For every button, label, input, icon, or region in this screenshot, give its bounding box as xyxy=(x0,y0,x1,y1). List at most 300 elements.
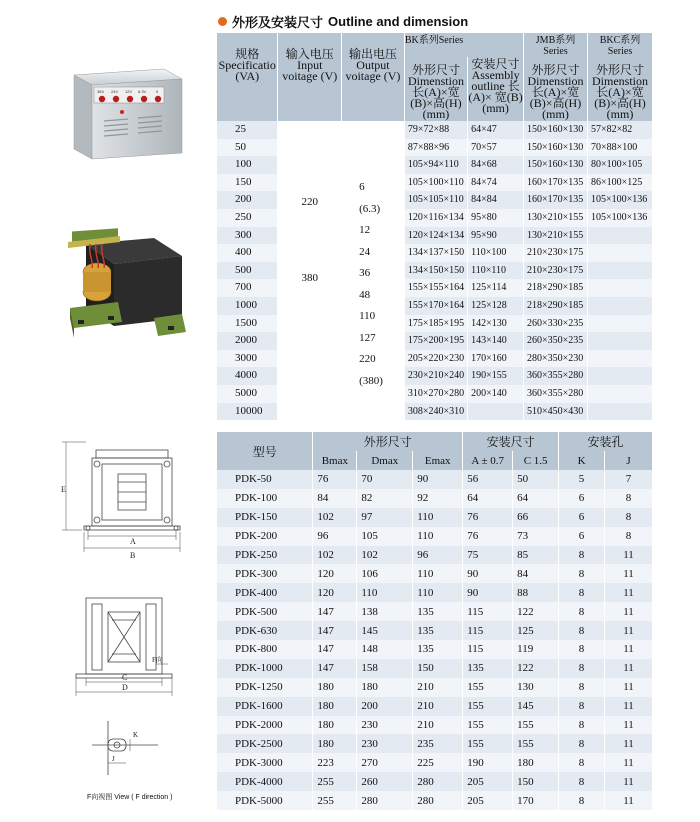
table-row xyxy=(217,602,653,621)
bmax-cell: 147 xyxy=(313,659,357,678)
c-cell: 155 xyxy=(513,734,559,753)
col-header-a: A ± 0.7 xyxy=(463,451,513,470)
bkc-dimension-cell: 86×100×125 xyxy=(588,174,653,192)
dim-label-f: F向 xyxy=(152,656,163,664)
bmax-cell: 180 xyxy=(313,734,357,753)
j-cell: 8 xyxy=(605,527,653,546)
model-cell: PDK-630 xyxy=(217,621,313,640)
k-cell: 8 xyxy=(559,678,605,697)
bkc-dimension-cell xyxy=(588,297,653,315)
dmax-cell: 102 xyxy=(357,546,413,565)
col-header-install: 安装尺寸 xyxy=(463,432,559,451)
spec-cell: 3000 xyxy=(217,350,278,368)
emax-cell: 110 xyxy=(413,508,463,527)
bk-dimension-cell: 134×150×150 xyxy=(404,262,467,280)
bkc-dimension-cell xyxy=(588,315,653,333)
spec-cell: 500 xyxy=(217,262,278,280)
dmax-cell: 230 xyxy=(357,716,413,735)
col-header-output: 输出电压 Output voitage (V) xyxy=(342,33,405,121)
a-cell: 155 xyxy=(463,697,513,716)
bmax-cell: 147 xyxy=(313,621,357,640)
table-row xyxy=(217,697,653,716)
c-cell: 85 xyxy=(513,546,559,565)
bkc-dimension-cell xyxy=(588,367,653,385)
table-row xyxy=(217,791,653,810)
bkc-dimension-cell: 105×100×136 xyxy=(588,191,653,209)
dmax-cell: 70 xyxy=(357,470,413,489)
emax-cell: 90 xyxy=(413,470,463,489)
emax-cell: 225 xyxy=(413,753,463,772)
open-transformer-image xyxy=(64,222,192,352)
terminal-label: 6.3V xyxy=(138,89,147,94)
table-row xyxy=(217,489,653,508)
bk-assembly-cell: 84×84 xyxy=(468,191,524,209)
dmax-cell: 106 xyxy=(357,564,413,583)
col-header-jmb-series: JMB系列Series xyxy=(524,33,588,57)
col-header-j: J xyxy=(605,451,653,470)
model-cell: PDK-4000 xyxy=(217,772,313,791)
k-cell: 5 xyxy=(559,470,605,489)
c-cell: 84 xyxy=(513,564,559,583)
dmax-cell: 180 xyxy=(357,678,413,697)
c-cell: 170 xyxy=(513,791,559,810)
bk-dimension-cell: 105×105×110 xyxy=(404,191,467,209)
section-title xyxy=(218,12,468,31)
bkc-dimension-cell xyxy=(588,262,653,280)
bmax-cell: 76 xyxy=(313,470,357,489)
a-cell: 155 xyxy=(463,678,513,697)
j-cell: 11 xyxy=(605,772,653,791)
bmax-cell: 120 xyxy=(313,564,357,583)
jmb-dimension-cell: 150×160×130 xyxy=(524,156,588,174)
a-cell: 155 xyxy=(463,716,513,735)
col-header-k: K xyxy=(559,451,605,470)
j-cell: 8 xyxy=(605,489,653,508)
table-row xyxy=(217,734,653,753)
a-cell: 205 xyxy=(463,791,513,810)
bk-assembly-cell: 64×47 xyxy=(468,121,524,139)
k-cell: 8 xyxy=(559,621,605,640)
model-cell: PDK-1250 xyxy=(217,678,313,697)
j-cell: 11 xyxy=(605,716,653,735)
c-cell: 125 xyxy=(513,621,559,640)
j-cell: 11 xyxy=(605,564,653,583)
bk-dimension-cell: 175×185×195 xyxy=(404,315,467,333)
bmax-cell: 180 xyxy=(313,697,357,716)
a-cell: 190 xyxy=(463,753,513,772)
emax-cell: 210 xyxy=(413,716,463,735)
bmax-cell: 180 xyxy=(313,678,357,697)
dmax-cell: 110 xyxy=(357,583,413,602)
emax-cell: 110 xyxy=(413,583,463,602)
bmax-cell: 255 xyxy=(313,772,357,791)
a-cell: 90 xyxy=(463,564,513,583)
k-cell: 8 xyxy=(559,734,605,753)
dmax-cell: 280 xyxy=(357,791,413,810)
table-row xyxy=(217,640,653,659)
table-row xyxy=(217,716,653,735)
table-row xyxy=(217,621,653,640)
emax-cell: 135 xyxy=(413,621,463,640)
jmb-dimension-cell: 210×230×175 xyxy=(524,262,588,280)
a-cell: 76 xyxy=(463,527,513,546)
c-cell: 150 xyxy=(513,772,559,791)
bk-assembly-cell: 110×110 xyxy=(468,262,524,280)
output-voltage-value: (380) xyxy=(359,374,383,387)
c-cell: 122 xyxy=(513,659,559,678)
model-cell: PDK-2000 xyxy=(217,716,313,735)
bk-assembly-cell: 200×140 xyxy=(468,385,524,403)
table-row xyxy=(217,564,653,583)
jmb-dimension-cell: 510×450×430 xyxy=(524,403,588,421)
model-cell: PDK-1000 xyxy=(217,659,313,678)
bk-assembly-cell: 84×74 xyxy=(468,174,524,192)
c-cell: 155 xyxy=(513,716,559,735)
bullet-icon xyxy=(218,17,227,26)
j-cell: 11 xyxy=(605,640,653,659)
title-cn: 外形及安装尺寸 xyxy=(232,15,324,30)
col-header-bmax: Bmax xyxy=(313,451,357,470)
k-cell: 6 xyxy=(559,508,605,527)
k-cell: 8 xyxy=(559,791,605,810)
j-cell: 8 xyxy=(605,508,653,527)
model-cell: PDK-500 xyxy=(217,602,313,621)
a-cell: 135 xyxy=(463,659,513,678)
bmax-cell: 147 xyxy=(313,602,357,621)
bkc-dimension-cell xyxy=(588,350,653,368)
a-cell: 75 xyxy=(463,546,513,565)
bk-series-table xyxy=(217,33,653,420)
drawing-caption: F向视图 View ( F direction ) xyxy=(87,794,173,801)
pdk-series-table xyxy=(217,432,653,810)
c-cell: 119 xyxy=(513,640,559,659)
bkc-dimension-cell xyxy=(588,279,653,297)
c-cell: 88 xyxy=(513,583,559,602)
output-voltage-value: 12 xyxy=(359,224,371,236)
title-en: Outline and dimension xyxy=(328,14,469,29)
c-cell: 66 xyxy=(513,508,559,527)
a-cell: 205 xyxy=(463,772,513,791)
j-cell: 11 xyxy=(605,583,653,602)
jmb-dimension-cell: 210×230×175 xyxy=(524,244,588,262)
jmb-dimension-cell: 360×355×280 xyxy=(524,385,588,403)
bmax-cell: 223 xyxy=(313,753,357,772)
c-cell: 145 xyxy=(513,697,559,716)
dmax-cell: 82 xyxy=(357,489,413,508)
spec-cell: 400 xyxy=(217,244,278,262)
jmb-dimension-cell: 130×210×155 xyxy=(524,209,588,227)
dim-label-b: B xyxy=(130,551,136,560)
j-cell: 11 xyxy=(605,546,653,565)
bkc-dimension-cell: 57×82×82 xyxy=(588,121,653,139)
output-voltage-value: 110 xyxy=(359,310,376,322)
k-cell: 8 xyxy=(559,772,605,791)
input-voltage-cell xyxy=(278,121,342,420)
spec-cell: 700 xyxy=(217,279,278,297)
c-cell: 122 xyxy=(513,602,559,621)
bk-assembly-cell: 95×90 xyxy=(468,227,524,245)
side-view-drawing xyxy=(72,590,192,700)
col-header-bk-assembly: 安装尺寸 Assembly outline 长(A)× 宽(B) (mm) xyxy=(468,57,524,121)
bmax-cell: 255 xyxy=(313,791,357,810)
dim-label-a: A xyxy=(130,537,136,546)
model-cell: PDK-100 xyxy=(217,489,313,508)
dim-label-d: D xyxy=(122,683,128,692)
j-cell: 11 xyxy=(605,621,653,640)
bk-dimension-cell: 230×210×240 xyxy=(404,367,467,385)
a-cell: 56 xyxy=(463,470,513,489)
model-cell: PDK-50 xyxy=(217,470,313,489)
table-row xyxy=(217,678,653,697)
spec-cell: 250 xyxy=(217,209,278,227)
terminal-label: 24V xyxy=(111,89,119,94)
k-cell: 8 xyxy=(559,546,605,565)
terminal-label: 0 xyxy=(156,89,159,94)
dmax-cell: 260 xyxy=(357,772,413,791)
a-cell: 76 xyxy=(463,508,513,527)
bk-assembly-cell: 125×128 xyxy=(468,297,524,315)
k-cell: 8 xyxy=(559,640,605,659)
terminal-block xyxy=(94,87,164,103)
bk-assembly-cell: 143×140 xyxy=(468,332,524,350)
model-cell: PDK-200 xyxy=(217,527,313,546)
a-cell: 115 xyxy=(463,602,513,621)
j-cell: 11 xyxy=(605,678,653,697)
spec-cell: 25 xyxy=(217,121,278,139)
col-header-c: C 1.5 xyxy=(513,451,559,470)
table-row xyxy=(217,772,653,791)
emax-cell: 150 xyxy=(413,659,463,678)
dmax-cell: 97 xyxy=(357,508,413,527)
bk-dimension-cell: 205×220×230 xyxy=(404,350,467,368)
bk-assembly-cell: 70×57 xyxy=(468,139,524,157)
spec-cell: 200 xyxy=(217,191,278,209)
model-cell: PDK-300 xyxy=(217,564,313,583)
jmb-dimension-cell: 130×210×155 xyxy=(524,227,588,245)
emax-cell: 96 xyxy=(413,546,463,565)
emax-cell: 110 xyxy=(413,564,463,583)
model-cell: PDK-1600 xyxy=(217,697,313,716)
model-cell: PDK-150 xyxy=(217,508,313,527)
j-cell: 11 xyxy=(605,659,653,678)
a-cell: 64 xyxy=(463,489,513,508)
col-header-outline: 外形尺寸 xyxy=(313,432,463,451)
dmax-cell: 200 xyxy=(357,697,413,716)
k-cell: 6 xyxy=(559,489,605,508)
col-header-spec: 规格 Specificatio (VA) xyxy=(217,33,278,121)
col-header-input: 输入电压 Input voitage (V) xyxy=(278,33,342,121)
model-cell: PDK-2500 xyxy=(217,734,313,753)
bk-dimension-cell: 308×240×310 xyxy=(404,403,467,421)
bk-assembly-cell: 110×100 xyxy=(468,244,524,262)
k-cell: 8 xyxy=(559,716,605,735)
bmax-cell: 120 xyxy=(313,583,357,602)
a-cell: 115 xyxy=(463,640,513,659)
spec-cell: 10000 xyxy=(217,403,278,421)
output-voltage-value: 6 xyxy=(359,181,365,193)
output-voltage-cell xyxy=(342,121,405,420)
col-header-bkc-series: BKC系列Series xyxy=(588,33,653,57)
spec-cell: 4000 xyxy=(217,367,278,385)
bk-assembly-cell: 190×155 xyxy=(468,367,524,385)
col-header-holes: 安装孔 xyxy=(559,432,653,451)
emax-cell: 135 xyxy=(413,640,463,659)
j-cell: 11 xyxy=(605,734,653,753)
hole-detail-drawing xyxy=(88,715,168,779)
j-cell: 11 xyxy=(605,602,653,621)
bk-dimension-cell: 310×270×280 xyxy=(404,385,467,403)
dmax-cell: 230 xyxy=(357,734,413,753)
table-row xyxy=(217,470,653,489)
emax-cell: 280 xyxy=(413,772,463,791)
bk-assembly-cell: 95×80 xyxy=(468,209,524,227)
col-header-bk-dimension: 外形尺寸 Dimenstion 长(A)×宽 (B)×高(H) (mm) xyxy=(404,57,467,121)
table-row xyxy=(217,527,653,546)
spec-cell: 300 xyxy=(217,227,278,245)
output-voltage-value: 127 xyxy=(359,331,376,344)
spec-cell: 50 xyxy=(217,139,278,157)
bk-assembly-cell: 170×160 xyxy=(468,350,524,368)
bk-dimension-cell: 87×88×96 xyxy=(404,139,467,157)
dmax-cell: 105 xyxy=(357,527,413,546)
emax-cell: 280 xyxy=(413,791,463,810)
bkc-dimension-cell xyxy=(588,332,653,350)
jmb-dimension-cell: 218×290×185 xyxy=(524,279,588,297)
emax-cell: 235 xyxy=(413,734,463,753)
k-cell: 8 xyxy=(559,697,605,716)
bmax-cell: 147 xyxy=(313,640,357,659)
bk-dimension-cell: 134×137×150 xyxy=(404,244,467,262)
col-header-bk-series: BK系列Series xyxy=(404,33,523,57)
bk-dimension-cell: 175×200×195 xyxy=(404,332,467,350)
terminal-label: 36V xyxy=(97,89,105,94)
dmax-cell: 148 xyxy=(357,640,413,659)
c-cell: 64 xyxy=(513,489,559,508)
dim-label-c: C xyxy=(122,673,128,682)
j-cell: 7 xyxy=(605,470,653,489)
jmb-dimension-cell: 280×350×230 xyxy=(524,350,588,368)
bkc-dimension-cell xyxy=(588,403,653,421)
bkc-dimension-cell: 105×100×136 xyxy=(588,209,653,227)
j-cell: 11 xyxy=(605,697,653,716)
table-row xyxy=(217,583,653,602)
emax-cell: 135 xyxy=(413,602,463,621)
col-header-bkc-dimension: 外形尺寸 Dimenstion 长(A)×宽 (B)×高(H) (mm) xyxy=(588,57,653,121)
bkc-dimension-cell: 80×100×105 xyxy=(588,156,653,174)
model-cell: PDK-3000 xyxy=(217,753,313,772)
jmb-dimension-cell: 260×330×235 xyxy=(524,315,588,333)
input-voltage-value: 220 xyxy=(301,196,319,208)
emax-cell: 210 xyxy=(413,697,463,716)
table-row xyxy=(217,546,653,565)
bmax-cell: 180 xyxy=(313,716,357,735)
bk-assembly-cell: 142×130 xyxy=(468,315,524,333)
output-voltage-value: 36 xyxy=(359,267,371,279)
bk-dimension-cell: 105×100×110 xyxy=(404,174,467,192)
dmax-cell: 158 xyxy=(357,659,413,678)
transformer-box-image xyxy=(64,55,188,163)
col-header-dmax: Dmax xyxy=(357,451,413,470)
dmax-cell: 138 xyxy=(357,602,413,621)
dmax-cell: 270 xyxy=(357,753,413,772)
terminal-label: 12V xyxy=(125,89,133,94)
c-cell: 73 xyxy=(513,527,559,546)
bkc-dimension-cell xyxy=(588,244,653,262)
emax-cell: 110 xyxy=(413,527,463,546)
output-voltage-value: 48 xyxy=(359,288,371,301)
output-voltage-value: 24 xyxy=(359,245,371,258)
bk-dimension-cell: 120×124×134 xyxy=(404,227,467,245)
output-voltage-value: 220 xyxy=(359,353,376,365)
jmb-dimension-cell: 150×160×130 xyxy=(524,139,588,157)
j-cell: 11 xyxy=(605,791,653,810)
col-header-emax: Emax xyxy=(413,451,463,470)
j-cell: 11 xyxy=(605,753,653,772)
emax-cell: 210 xyxy=(413,678,463,697)
col-header-jmb-dimension: 外形尺寸 Dimenstion 长(A)×宽 (B)×高(H) (mm) xyxy=(524,57,588,121)
bmax-cell: 84 xyxy=(313,489,357,508)
spec-cell: 100 xyxy=(217,156,278,174)
jmb-dimension-cell: 218×290×185 xyxy=(524,297,588,315)
k-cell: 8 xyxy=(559,753,605,772)
k-cell: 8 xyxy=(559,564,605,583)
c-cell: 50 xyxy=(513,470,559,489)
bk-assembly-cell: 84×68 xyxy=(468,156,524,174)
bkc-dimension-cell xyxy=(588,227,653,245)
coil xyxy=(83,263,111,301)
jmb-dimension-cell: 360×355×280 xyxy=(524,367,588,385)
k-cell: 8 xyxy=(559,602,605,621)
bk-dimension-cell: 120×116×134 xyxy=(404,209,467,227)
dmax-cell: 145 xyxy=(357,621,413,640)
dim-label-j: J xyxy=(112,755,115,763)
spec-cell: 150 xyxy=(217,174,278,192)
table-row xyxy=(217,659,653,678)
a-cell: 115 xyxy=(463,621,513,640)
bk-dimension-cell: 155×155×164 xyxy=(404,279,467,297)
emax-cell: 92 xyxy=(413,489,463,508)
model-cell: PDK-5000 xyxy=(217,791,313,810)
spec-cell: 1000 xyxy=(217,297,278,315)
bk-dimension-cell: 105×94×110 xyxy=(404,156,467,174)
dim-label-e: E xyxy=(61,485,66,494)
bk-assembly-cell xyxy=(468,403,524,421)
jmb-dimension-cell: 160×170×135 xyxy=(524,174,588,192)
model-cell: PDK-800 xyxy=(217,640,313,659)
k-cell: 8 xyxy=(559,583,605,602)
output-voltage-value: (6.3) xyxy=(359,202,381,215)
spec-cell: 1500 xyxy=(217,315,278,333)
input-voltage-value: 380 xyxy=(301,272,319,284)
table-row xyxy=(217,121,653,139)
k-cell: 8 xyxy=(559,659,605,678)
bkc-dimension-cell: 70×88×100 xyxy=(588,139,653,157)
c-cell: 180 xyxy=(513,753,559,772)
jmb-dimension-cell: 160×170×135 xyxy=(524,191,588,209)
a-cell: 90 xyxy=(463,583,513,602)
bk-assembly-cell: 125×114 xyxy=(468,279,524,297)
c-cell: 130 xyxy=(513,678,559,697)
bmax-cell: 102 xyxy=(313,546,357,565)
front-view-drawing xyxy=(56,440,196,568)
table-row xyxy=(217,753,653,772)
bmax-cell: 102 xyxy=(313,508,357,527)
col-header-model: 型号 xyxy=(217,432,313,470)
jmb-dimension-cell: 150×160×130 xyxy=(524,121,588,139)
spec-cell: 2000 xyxy=(217,332,278,350)
bkc-dimension-cell xyxy=(588,385,653,403)
jmb-dimension-cell: 260×350×235 xyxy=(524,332,588,350)
